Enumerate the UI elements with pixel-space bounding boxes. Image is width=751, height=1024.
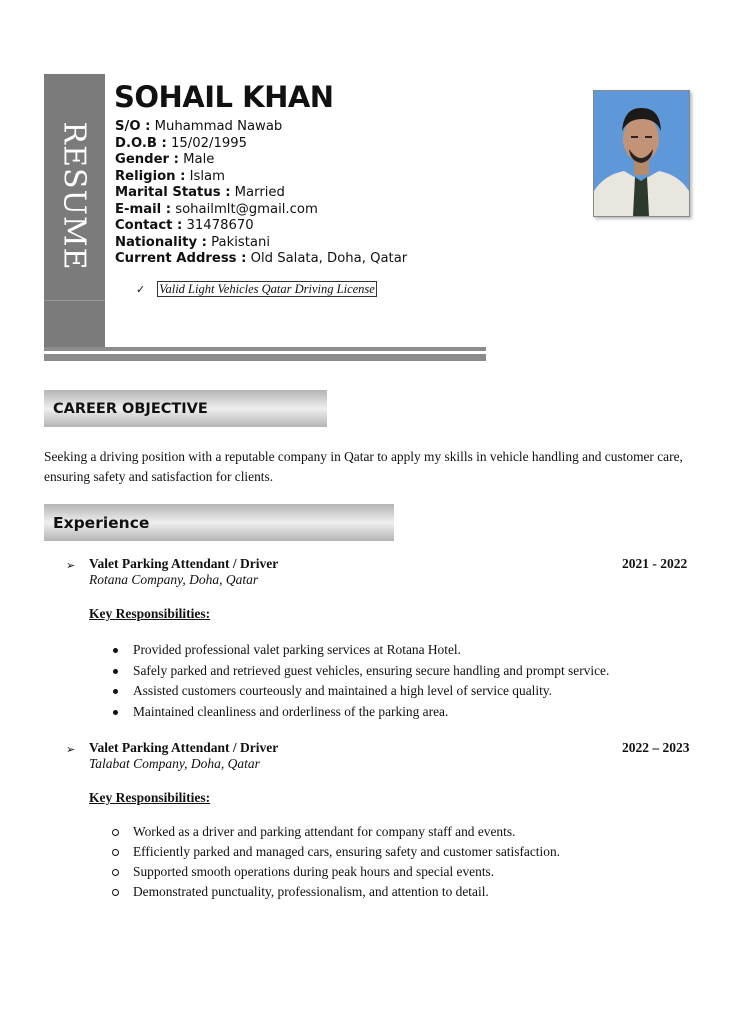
arrow-bullet-icon: ➢ bbox=[66, 743, 76, 756]
side-bar-divider bbox=[44, 300, 105, 301]
job-company: Talabat Company, Doha, Qatar bbox=[89, 756, 260, 771]
detail-address: Current Address : Old Salata, Doha, Qatar bbox=[115, 251, 408, 266]
job-company: Rotana Company, Doha, Qatar bbox=[89, 572, 259, 587]
person-portrait-icon bbox=[594, 91, 689, 216]
resume-label: RESUME bbox=[56, 121, 92, 271]
job-title: Valet Parking Attendant / Driver bbox=[89, 740, 279, 755]
driving-license bbox=[136, 282, 377, 297]
detail-nationality: Nationality : Pakistani bbox=[115, 234, 271, 250]
detail-gender: Gender : Male bbox=[115, 152, 215, 167]
career-objective-text: Seeking a driving position with a reputable company in Qatar to apply my skills in vehicle handling and customer care, ensuring safety and satisfaction for clients. bbox=[44, 449, 683, 484]
detail-marital-status: Marital Status : Married bbox=[115, 185, 285, 200]
section-heading-experience: Experience bbox=[44, 504, 394, 541]
license-text: Valid Light Vehicles Qatar Driving License bbox=[159, 282, 375, 296]
header-divider-bottom bbox=[44, 354, 486, 361]
detail-email: E-mail : sohailmlt@gmail.com bbox=[115, 201, 318, 217]
list-item: Supported smooth operations during peak hours and special events. bbox=[111, 862, 560, 882]
arrow-bullet-icon: ➢ bbox=[66, 559, 76, 572]
list-item: Safely parked and retrieved guest vehicles, ensuring secure handling and prompt service. bbox=[111, 661, 609, 682]
list-item: Maintained cleanliness and orderliness of the parking area. bbox=[111, 702, 609, 723]
list-item: Worked as a driver and parking attendant for company staff and events. bbox=[111, 822, 560, 842]
detail-contact: Contact : 31478670 bbox=[115, 218, 254, 233]
key-responsibilities-label: Key Responsibilities: bbox=[89, 606, 211, 621]
responsibility-list bbox=[111, 822, 560, 902]
job-entry-2 bbox=[66, 740, 75, 758]
list-item: Efficiently parked and managed cars, ensuring safety and customer satisfaction. bbox=[111, 842, 560, 862]
personal-details bbox=[115, 119, 407, 268]
header-divider-top bbox=[44, 347, 486, 351]
section-heading-career-objective: CAREER OBJECTIVE bbox=[44, 390, 327, 427]
detail-father: S/O : Muhammad Nawab bbox=[115, 119, 283, 134]
job-years: 2021 - 2022 bbox=[622, 556, 688, 571]
job-entry-1 bbox=[66, 556, 75, 574]
detail-dob: D.O.B : 15/02/1995 bbox=[115, 135, 248, 151]
resume-side-bar bbox=[44, 74, 105, 348]
list-item: Assisted customers courteously and maintained a high level of service quality. bbox=[111, 681, 609, 702]
checkmark-icon: ✓ bbox=[136, 283, 146, 296]
profile-photo bbox=[593, 90, 690, 217]
candidate-name: SOHAIL KHAN bbox=[114, 80, 334, 114]
key-responsibilities-label: Key Responsibilities: bbox=[89, 790, 211, 805]
responsibility-list bbox=[111, 640, 609, 722]
job-title: Valet Parking Attendant / Driver bbox=[89, 556, 279, 571]
list-item: Demonstrated punctuality, professionalism, and attention to detail. bbox=[111, 882, 560, 902]
detail-religion: Religion : Islam bbox=[115, 168, 225, 184]
job-years: 2022 – 2023 bbox=[622, 740, 690, 755]
list-item: Provided professional valet parking services at Rotana Hotel. bbox=[111, 640, 609, 661]
